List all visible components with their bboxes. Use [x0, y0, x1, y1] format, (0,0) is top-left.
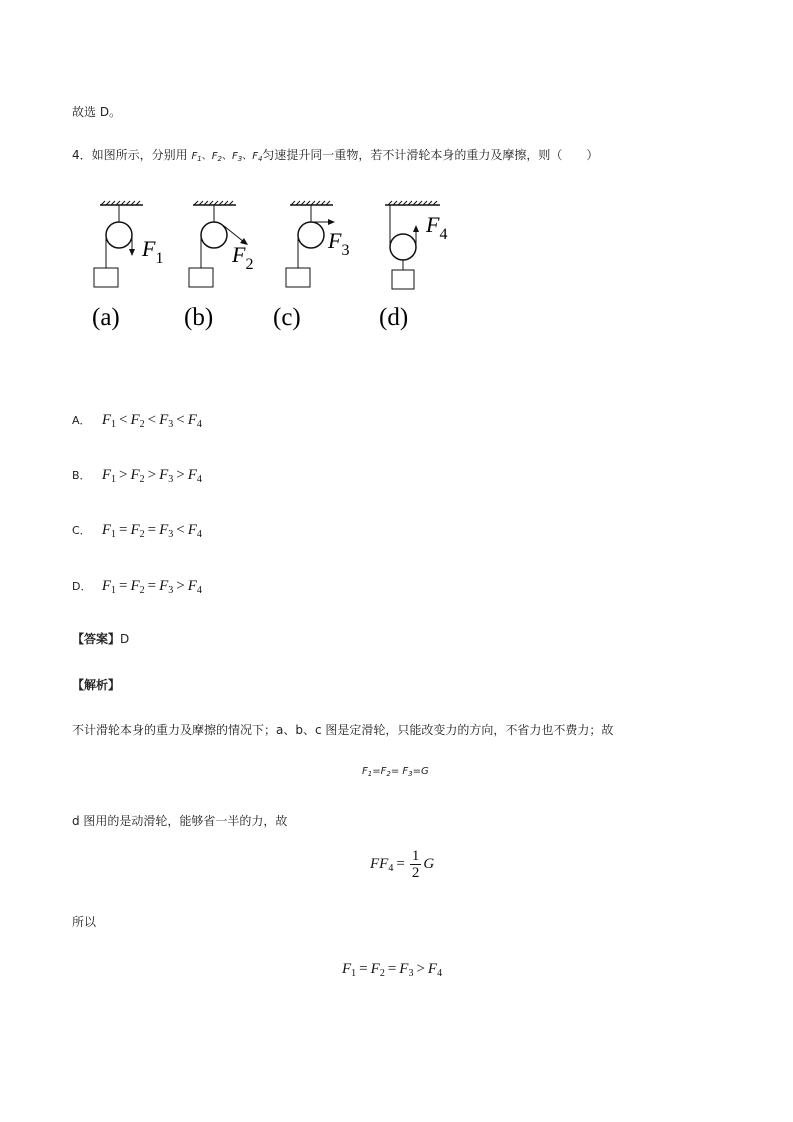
figure-label-a: (a) [92, 304, 120, 331]
pulley-c [286, 201, 349, 287]
equation-3: $F_1 = F_2 = F_3 > F_4$ [342, 961, 443, 979]
option-formula: $F_1 > F_2 > F_3 > F_4$ [101, 467, 202, 485]
answer-line [72, 630, 129, 647]
pulley-a [94, 201, 163, 287]
answer-tag: 【答案】 [72, 632, 121, 646]
force-label-a: $F_1$ [142, 236, 164, 267]
equation-1: $F_1=F_2= F_3=G$ [362, 766, 429, 778]
analysis-line-1: 不计滑轮本身的重力及摩擦的情况下；a、b、c 图是定滑轮，只能改变力的方向，不省力也不费力；故 [72, 723, 614, 737]
analysis-line-2: d 图用的是动滑轮，能够省一半的力，故 [72, 814, 288, 828]
pulley-figure [80, 192, 448, 342]
question-force-list: $F_1$、$F_2$、$F_3$、$F_4$ [191, 151, 263, 163]
pulley-d [385, 201, 447, 289]
analysis-tag: 【解析】 [72, 678, 121, 692]
option-d[interactable] [72, 578, 202, 596]
option-label: C． [72, 524, 91, 537]
question-4 [72, 146, 598, 163]
answer-value: D [120, 632, 130, 646]
option-formula: $F_1 < F_2 < F_3 < F_4$ [101, 412, 202, 430]
fraction-one-half: $\frac{1}{2}$ [411, 848, 420, 881]
force-label-b: $F_2$ [232, 242, 254, 273]
question-text-before: 如图所示，分别用 [91, 148, 188, 162]
option-formula: $F_1 = F_2 = F_3 < F_4$ [101, 522, 202, 540]
option-label: B． [72, 469, 91, 482]
force-label-c: $F_3$ [328, 228, 350, 259]
previous-answer-line: 故选 D。 [72, 105, 122, 119]
option-c[interactable] [72, 522, 202, 540]
figure-label-c: (c) [273, 304, 301, 331]
option-label: D． [72, 580, 92, 593]
equation-2: $FF_4$ = $\frac{1}{2}$ G [370, 848, 435, 881]
option-formula: $F_1 = F_2 = F_3 > F_4$ [101, 578, 202, 596]
option-a[interactable] [72, 412, 202, 430]
option-label: A． [72, 414, 91, 427]
force-label-d: $F_4$ [426, 212, 448, 243]
option-b[interactable] [72, 467, 202, 485]
pulley-b [189, 201, 253, 287]
figure-label-b: (b) [184, 304, 214, 331]
analysis-line-3: 所以 [72, 915, 97, 929]
figure-label-d: (d) [379, 304, 409, 331]
question-number: 4． [72, 148, 92, 162]
question-text-after: 匀速提升同一重物，若不计滑轮本身的重力及摩擦，则（ ） [262, 148, 599, 162]
